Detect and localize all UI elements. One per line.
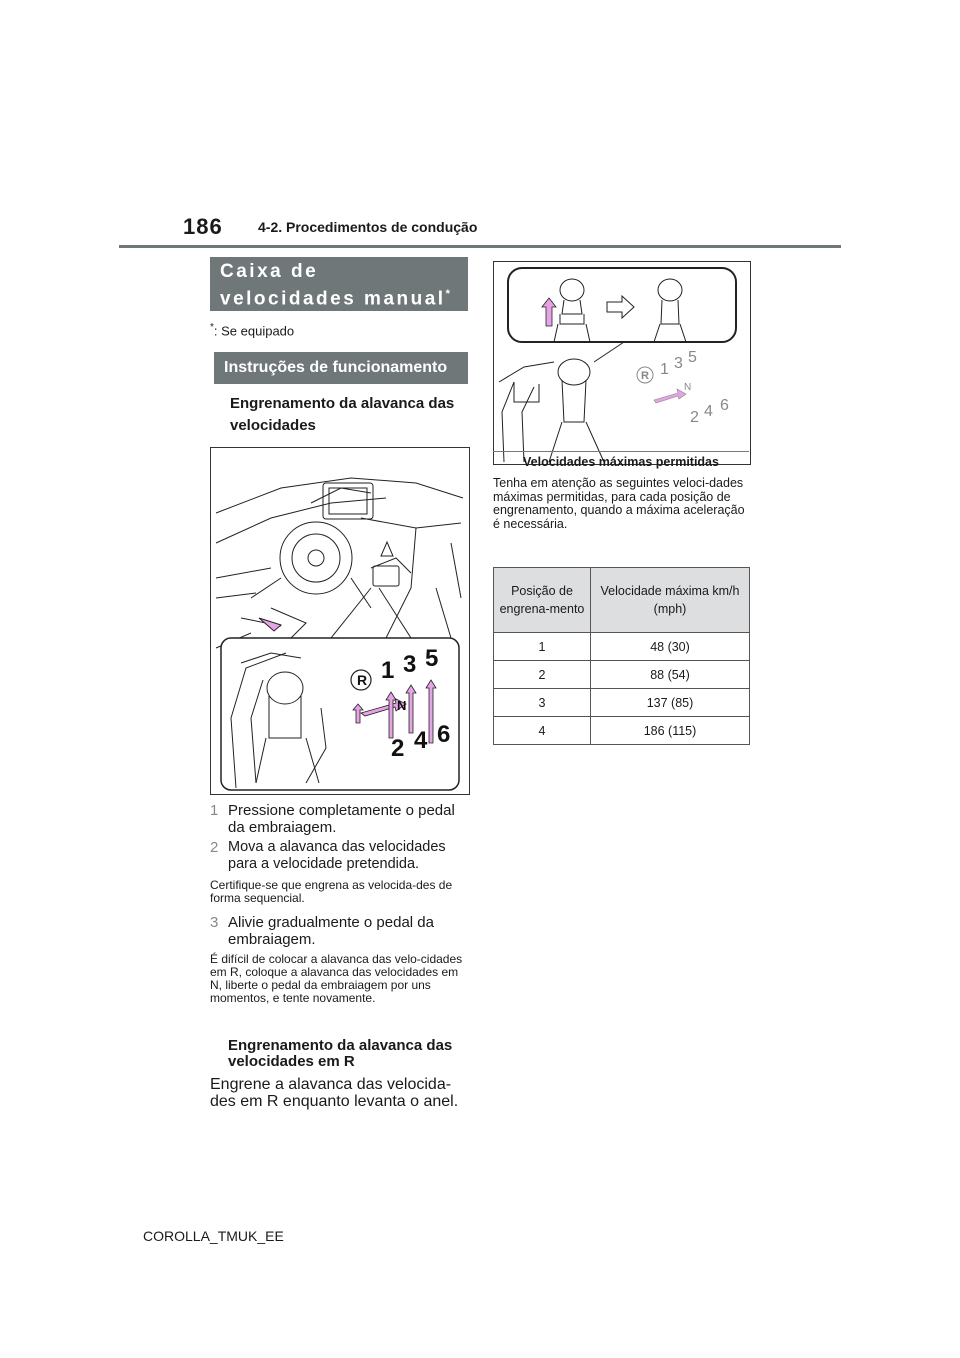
table-title: Velocidades máximas permitidas bbox=[523, 455, 719, 469]
chapter-title-mark: * bbox=[445, 288, 450, 300]
cell-gear: 1 bbox=[494, 633, 591, 661]
table-row bbox=[494, 661, 750, 689]
gear-label-1: 1 bbox=[381, 657, 395, 684]
gear-label-2: 2 bbox=[391, 735, 405, 762]
header-rule bbox=[119, 245, 841, 248]
table-row bbox=[494, 633, 750, 661]
gear-label-5: 5 bbox=[425, 645, 439, 672]
step-2-number: 2 bbox=[210, 839, 219, 856]
reverse-instruction: Engrene a alavanca das velocida-des em R enquanto levanta o anel. bbox=[210, 1076, 459, 1110]
cockpit-drawing bbox=[211, 448, 469, 794]
subheading-box bbox=[210, 352, 468, 384]
gear-label-3: 3 bbox=[403, 651, 417, 678]
footnote bbox=[210, 322, 294, 338]
step-1-text: Pressione completamente o pedal da embraiagem. bbox=[228, 802, 455, 836]
step-3 bbox=[210, 914, 468, 948]
cockpit-illustration bbox=[210, 447, 470, 795]
gear-label-n: N bbox=[397, 698, 407, 713]
gear-label-6: 6 bbox=[437, 721, 451, 748]
table-header-row bbox=[494, 568, 750, 633]
step-1-number: 1 bbox=[210, 802, 219, 819]
chapter-title: Caixa de velocidades manual bbox=[220, 261, 446, 310]
gear-label-n-2: N bbox=[684, 382, 692, 393]
footnote-mark: * bbox=[210, 322, 214, 333]
gear-label-4: 4 bbox=[414, 727, 428, 754]
col-header-gear: Posição de engrena-mento bbox=[494, 568, 591, 633]
col-header-speed: Velocidade máxima km/h (mph) bbox=[591, 568, 750, 633]
max-speed-table bbox=[493, 567, 750, 745]
gear-label-1-2: 1 bbox=[660, 361, 669, 378]
heading-gear-engage: Engrenamento da alavanca das velocidades bbox=[230, 395, 455, 434]
gear-label-4-2: 4 bbox=[704, 403, 713, 420]
shift-ring-illustration bbox=[493, 261, 751, 465]
gear-label-2-2: 2 bbox=[690, 409, 699, 426]
heading-reverse: Engrenamento da alavanca das velocidades em R bbox=[228, 1037, 453, 1070]
table-title-rule bbox=[493, 451, 749, 452]
gear-label-6-2: 6 bbox=[720, 397, 729, 414]
cell-speed: 186 (115) bbox=[591, 717, 750, 745]
step-3-number: 3 bbox=[210, 914, 219, 931]
note-reverse-difficult: É difícil de colocar a alavanca das velo-cidades em R, coloque a alavanca das velocidades em N, liberte o pedal da embraiagem por uns momentos, e tente novamente. bbox=[210, 952, 463, 1005]
section-title: 4-2. Procedimentos de condução bbox=[258, 219, 478, 235]
gear-label-r-2: R bbox=[641, 370, 649, 382]
shift-ring-drawing bbox=[494, 262, 750, 464]
page-number: 186 bbox=[183, 214, 223, 239]
cell-gear: 3 bbox=[494, 689, 591, 717]
cell-speed: 88 (54) bbox=[591, 661, 750, 689]
document-code: COROLLA_TMUK_EE bbox=[143, 1228, 284, 1244]
cell-gear: 4 bbox=[494, 717, 591, 745]
chapter-title-box bbox=[210, 257, 468, 311]
footnote-text: : Se equipado bbox=[213, 323, 295, 339]
gear-label-3-2: 3 bbox=[674, 355, 683, 372]
cell-speed: 137 (85) bbox=[591, 689, 750, 717]
table-intro: Tenha em atenção as seguintes veloci-dades máximas permitidas, para cada posição de engrenamento, quando a máxima aceleração é necessária. bbox=[493, 476, 745, 531]
cell-speed: 48 (30) bbox=[591, 633, 750, 661]
step-3-text: Alivie gradualmente o pedal da embraiagem. bbox=[228, 914, 434, 948]
gear-label-r: R bbox=[357, 672, 368, 688]
step-2 bbox=[210, 839, 468, 873]
step-1 bbox=[210, 802, 468, 836]
step-2-text: Mova a alavanca das velocidades para a velocidade pretendida. bbox=[228, 839, 446, 872]
subheading: Instruções de funcionamento bbox=[224, 359, 448, 376]
note-sequential: Certifique-se que engrena as velocida-des de forma sequencial. bbox=[210, 878, 453, 905]
gear-label-5-2: 5 bbox=[688, 349, 697, 366]
table-row bbox=[494, 717, 750, 745]
cell-gear: 2 bbox=[494, 661, 591, 689]
table-row bbox=[494, 689, 750, 717]
